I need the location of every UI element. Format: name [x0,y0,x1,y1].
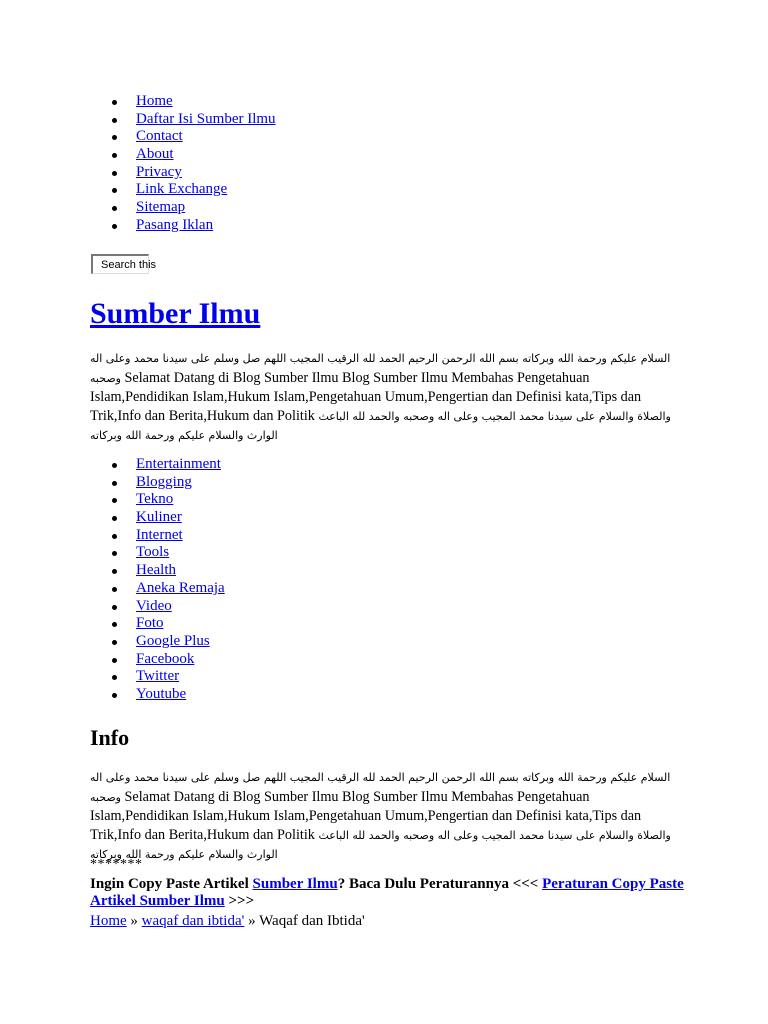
category-item [136,686,225,704]
breadcrumb-separator: » [248,913,256,929]
description-arabic-greeting: السلام عليكم ورحمة الله وبركاته بسم الله الرحمن الرحيم الحمد لله الرقيب المجيب اللهم صل وسلم على سيدنا محمد وعلى اله وصحبه [90,352,671,385]
info-arabic-closing: والصلاة والسلام على سيدنا محمد المجيب وعلى اله وصحبه والحمد لله الباعث الوارث والسلام عليكم ورحمة الله وبركاته [90,828,671,861]
category-item [136,651,225,669]
category-link-kuliner[interactable]: Kuliner [136,509,182,526]
category-link-aneka-remaja[interactable]: Aneka Remaja [136,579,225,596]
search-input[interactable]: Search this [91,254,149,274]
copy-notice-prefix: Ingin Copy Paste Artikel [90,876,249,892]
info-heading: Info [90,725,130,750]
category-item [136,491,225,509]
info-text: Selamat Datang di Blog Sumber Ilmu Blog Sumber Ilmu Membahas Pengetahuan Islam,Pendidikan Islam,Hukum Islam,Pengetahuan Umum,Pengertian dan Definisi kata,Tips dan Trik,Info dan Berita,Hukum dan Politik [90,788,642,843]
site-title-link[interactable]: Sumber Ilmu [90,297,261,330]
category-link-entertainment[interactable]: Entertainment [136,456,221,472]
breadcrumb-category-link[interactable]: waqaf dan ibtida' [141,913,245,929]
category-item [136,615,225,633]
copy-notice-site-link[interactable]: Sumber Ilmu [252,876,338,892]
category-link-facebook[interactable]: Facebook [136,650,195,667]
nav-link-contact[interactable]: Contact [136,128,183,145]
category-item [136,509,225,527]
category-link-tekno[interactable]: Tekno [136,491,174,508]
category-link-video[interactable]: Video [136,597,172,614]
copy-notice-middle: ? Baca Dulu Peraturannya <<< [337,876,539,892]
nav-item-privacy [136,164,276,182]
copy-notice [90,876,690,910]
breadcrumb-current: Waqaf dan Ibtida' [259,913,365,929]
category-navigation [90,456,225,704]
nav-link-privacy[interactable]: Privacy [136,163,182,180]
top-navigation [90,93,276,235]
copy-notice-rules-link[interactable]: Peraturan Copy Paste Artikel Sumber Ilmu [90,876,684,909]
nav-item-link-exchange [136,181,276,199]
category-item [136,598,225,616]
nav-item-daftar-isi [136,111,276,129]
category-link-twitter[interactable]: Twitter [136,668,180,685]
category-link-internet[interactable]: Internet [136,526,183,543]
nav-item-contact [136,128,276,146]
info-description [90,768,680,865]
breadcrumb-home-link[interactable]: Home [90,913,127,929]
info-arabic-greeting: السلام عليكم ورحمة الله وبركاته بسم الله الرحمن الرحيم الحمد لله الرقيب المجيب اللهم صل وسلم على سيدنا محمد وعلى اله وصحبه [90,771,671,804]
category-link-google-plus[interactable]: Google Plus [136,632,210,649]
nav-link-daftar-isi[interactable]: Daftar Isi Sumber Ilmu [136,110,276,127]
breadcrumb-separator: » [130,913,138,929]
category-item [136,544,225,562]
category-item [136,562,225,580]
category-link-blogging[interactable]: Blogging [136,473,192,490]
copy-notice-suffix: >>> [228,893,255,909]
category-link-youtube[interactable]: Youtube [136,685,187,702]
nav-link-about[interactable]: About [136,146,174,163]
category-item [136,456,225,474]
nav-link-home[interactable]: Home [136,93,173,109]
category-link-health[interactable]: Health [136,562,176,579]
category-item [136,580,225,598]
site-title [90,296,260,332]
nav-link-pasang-iklan[interactable]: Pasang Iklan [136,216,214,233]
category-item [136,474,225,492]
category-item [136,668,225,686]
category-link-foto[interactable]: Foto [136,615,164,632]
nav-item-sitemap [136,199,276,217]
nav-link-sitemap[interactable]: Sitemap [136,199,186,216]
nav-item-pasang-iklan [136,217,276,235]
breadcrumb [90,912,365,930]
separator-stars: ******* [90,857,143,872]
category-link-tools[interactable]: Tools [136,544,170,561]
site-description [90,349,680,446]
category-item [136,527,225,545]
nav-link-link-exchange[interactable]: Link Exchange [136,181,228,198]
description-text: Selamat Datang di Blog Sumber Ilmu Blog Sumber Ilmu Membahas Pengetahuan Islam,Pendidikan Islam,Hukum Islam,Pengetahuan Umum,Pengertian dan Definisi kata,Tips dan Trik,Info dan Berita,Hukum dan Politik [90,369,642,424]
description-arabic-closing: والصلاة والسلام على سيدنا محمد المجيب وعلى اله وصحبه والحمد لله الباعث الوارث والسلام عليكم ورحمة الله وبركاته [90,409,671,442]
category-item [136,633,225,651]
nav-item-about [136,146,276,164]
nav-item-home [136,93,276,111]
